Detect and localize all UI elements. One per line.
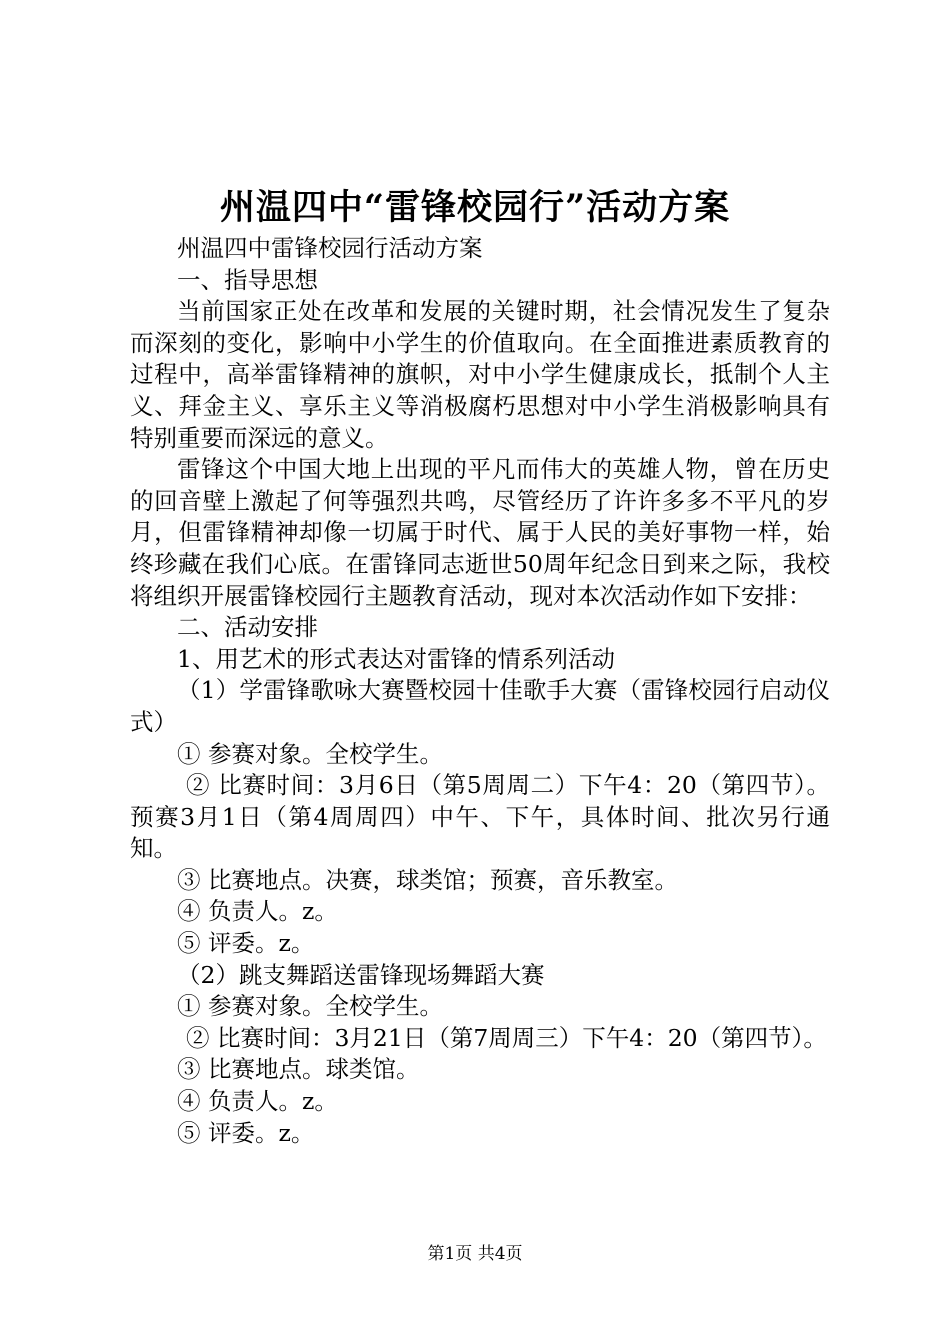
subtitle-line: 州温四中雷锋校园行活动方案 (177, 234, 483, 262)
section-heading-guiding-thought: 一、指导思想 (177, 265, 318, 294)
section-heading-arrangement: 二、活动安排 (177, 613, 318, 642)
paragraph-leifeng-spirit: 雷锋这个中国大地上出现的平凡而伟大的英雄人物，曾在历史的回音壁上激起了何等强烈共鸣，尽管经历了许许多多不平凡的岁月，但雷锋精神却像一切属于时代、属于人民的美好事物一样，始终珍藏在我们心底。在雷锋同志逝世50周年纪念日到来之际，我校将组织开展雷锋校园行主题教育活动，现对本次活动作如下安排： (130, 455, 830, 610)
activity-1-venue: ③ 比赛地点。决赛，球类馆；预赛，音乐教室。 (177, 865, 678, 894)
page-footer: 第1页 共4页 (427, 1244, 523, 1264)
activity-2-heading: （2）跳支舞蹈送雷锋现场舞蹈大赛 (177, 960, 545, 989)
document-body (130, 233, 830, 1149)
paragraph-background: 当前国家正处在改革和发展的关键时期，社会情况发生了复杂而深刻的变化，影响中小学生的价值取向。在全面推进素质教育的过程中，高举雷锋精神的旗帜，对中小学生健康成长，抵制个人主义、拜金主义、享乐主义等消极腐朽思想对中小学生消极影响具有特别重要而深远的意义。 (130, 297, 830, 452)
activity-2-judges: ⑤ 评委。z。 (177, 1118, 315, 1147)
activity-1-judges: ⑤ 评委。z。 (177, 929, 315, 958)
activity-series-heading: 1、用艺术的形式表达对雷锋的情系列活动 (177, 644, 615, 673)
activity-1-heading: （1）学雷锋歌咏大赛暨校园十佳歌手大赛（雷锋校园行启动仪式） (130, 676, 830, 736)
activity-2-participants: ① 参赛对象。全校学生。 (177, 992, 443, 1021)
activity-1-time: ② 比赛时间：3月6日（第5周周二）下午4：20（第四节）。预赛3月1日（第4周周四）中午、下午，具体时间、批次另行通知。 (130, 771, 830, 863)
document-title: 州温四中“雷锋校园行”活动方案 (219, 187, 731, 228)
activity-2-person-in-charge: ④ 负责人。z。 (177, 1087, 338, 1116)
activity-1-participants: ① 参赛对象。全校学生。 (177, 739, 443, 768)
activity-2-time: ② 比赛时间：3月21日（第7周周三）下午4：20（第四节）。 (186, 1023, 827, 1052)
activity-2-venue: ③ 比赛地点。球类馆。 (177, 1055, 420, 1084)
activity-1-person-in-charge: ④ 负责人。z。 (177, 897, 338, 926)
